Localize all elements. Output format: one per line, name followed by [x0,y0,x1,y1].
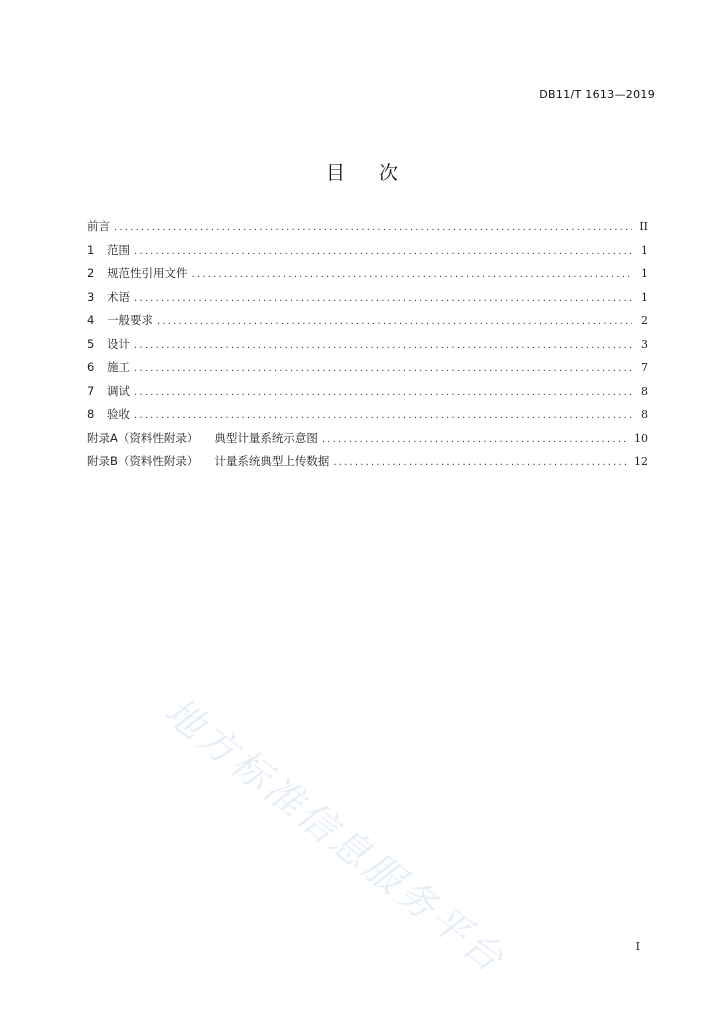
toc-entry-label: 规范性引用文件 [107,266,188,280]
toc-entry-appendix-a[interactable] [87,430,648,454]
toc-entry-normative-references[interactable] [87,265,648,289]
toc-entry-design[interactable] [87,336,648,360]
table-of-contents [87,218,648,477]
toc-dot-leader [333,457,628,468]
toc-dot-leader [157,316,632,327]
toc-entry-label: 设计 [107,336,130,351]
toc-title: 目 次 [325,162,413,184]
toc-entry-label: 前言 [87,219,110,233]
toc-entry-construction[interactable] [87,359,648,383]
toc-entry-number: 3 [87,289,95,304]
toc-entry-subtitle: 典型计量系统示意图 [214,430,318,445]
toc-entry-label: 范围 [107,242,130,257]
toc-entry-label: 附录B（资料性附录） [87,454,199,468]
toc-entry-page: 2 [641,314,648,327]
page-number: I [635,940,640,953]
toc-entry-number: 4 [87,313,95,327]
toc-dot-leader [114,222,632,233]
watermark: 地方标准信息服务平台 [156,688,515,983]
toc-dot-leader [134,246,632,257]
toc-entry-page: 10 [634,431,648,445]
toc-dot-leader [322,434,628,445]
toc-entry-general-requirements[interactable] [87,312,648,336]
toc-entry-number: 6 [87,360,95,374]
toc-entry-number: 5 [87,336,95,351]
toc-entry-page: 8 [641,408,648,421]
toc-entry-acceptance[interactable] [87,406,648,430]
toc-entry-terms[interactable] [87,289,648,313]
toc-entry-number: 2 [87,266,95,280]
toc-entry-page: 1 [641,243,648,257]
toc-entry-page: 1 [641,290,648,304]
toc-entry-number: 8 [87,407,95,421]
toc-entry-commissioning[interactable] [87,383,648,407]
toc-dot-leader [134,340,632,351]
toc-entry-foreword[interactable] [87,218,648,242]
toc-entry-scope[interactable] [87,242,648,266]
toc-entry-subtitle: 计量系统典型上传数据 [214,454,330,468]
toc-entry-label: 附录A（资料性附录） [87,430,199,445]
toc-entry-page: 7 [641,361,648,374]
toc-entry-appendix-b[interactable] [87,453,648,477]
toc-entry-page: 1 [641,267,648,280]
toc-entry-page: II [639,220,648,233]
toc-dot-leader [192,269,633,280]
toc-dot-leader [134,410,632,421]
toc-entry-page: 12 [634,455,648,468]
document-code: DB11/T 1613—2019 [539,88,655,101]
toc-entry-label: 一般要求 [107,313,153,327]
toc-entry-label: 施工 [107,360,130,374]
toc-entry-page: 3 [641,337,648,351]
toc-entry-label: 术语 [107,289,130,304]
toc-entry-label: 验收 [107,407,130,421]
toc-entry-page: 8 [641,384,648,398]
toc-dot-leader [134,293,632,304]
toc-entry-label: 调试 [107,383,130,398]
toc-entry-number: 7 [87,383,95,398]
toc-dot-leader [134,363,632,374]
toc-entry-number: 1 [87,242,95,257]
toc-dot-leader [134,387,632,398]
